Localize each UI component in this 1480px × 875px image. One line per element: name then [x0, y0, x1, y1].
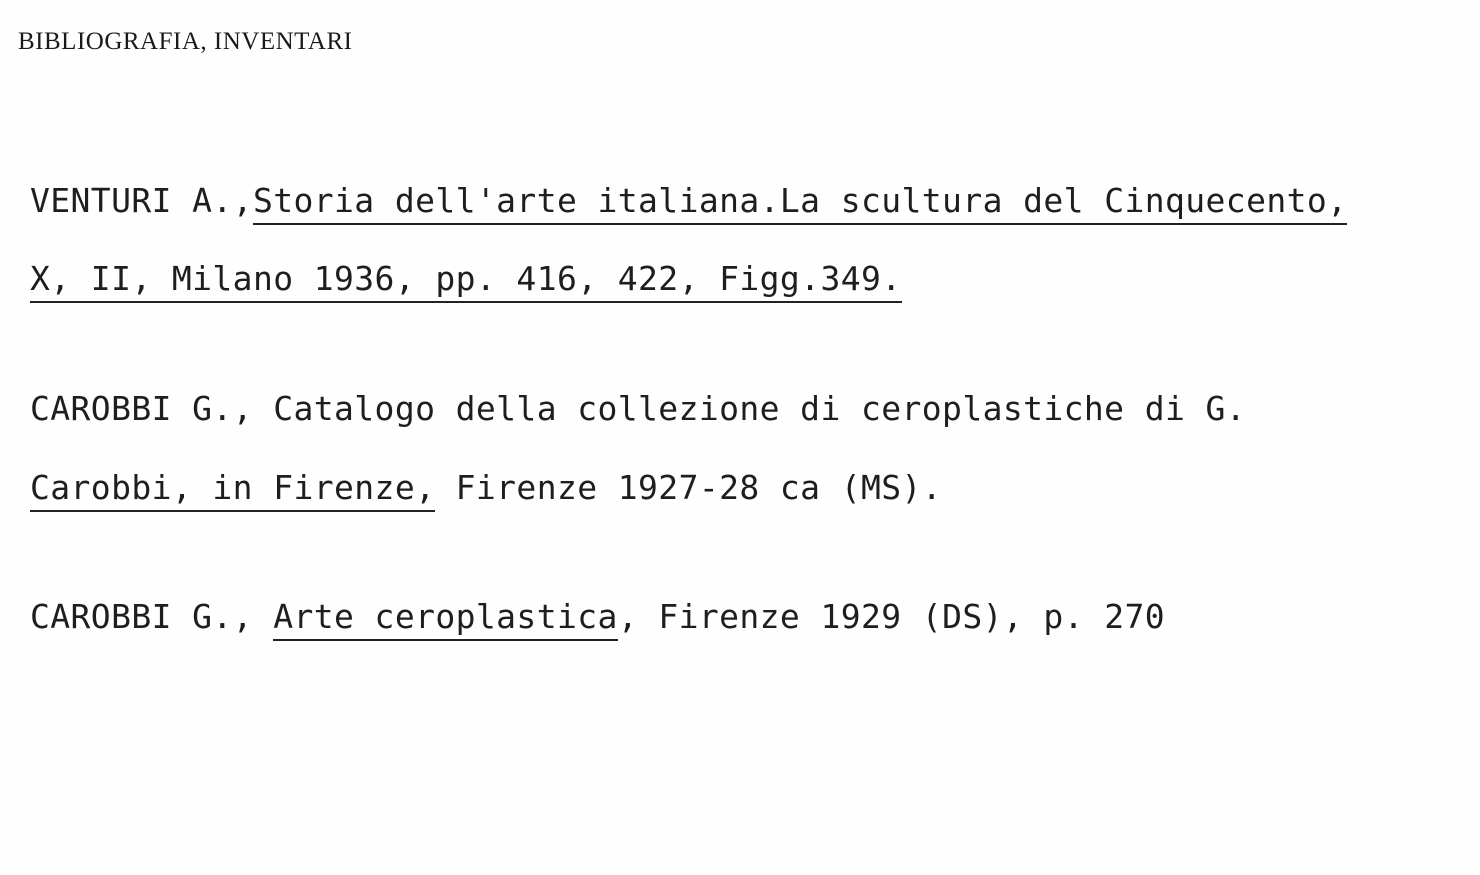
entry-1-title: Storia dell'arte italiana.La scultura del Cinquecento, [253, 181, 1347, 225]
card-heading: BIBLIOGRAFIA, INVENTARI [18, 28, 353, 55]
entry-2-line-1 [30, 389, 1246, 429]
entry-2-title-end: Carobbi, in Firenze, [30, 468, 435, 512]
entry-3-title: Arte ceroplastica [273, 597, 618, 641]
entry-3-line-1 [30, 597, 1165, 637]
entry-1-line-2 [30, 259, 902, 299]
entry-3-author: CAROBBI G., [30, 597, 274, 636]
entry-1-line-1 [30, 181, 1347, 221]
entry-2-author-title: CAROBBI G., Catalogo della collezione di ceroplastiche di G. [30, 389, 1247, 428]
entry-1-title-continued: X, II, Milano 1936, pp. 416, 422, Figg.349. [30, 259, 902, 303]
entry-2-publication: Firenze 1927-28 ca (MS). [435, 468, 943, 507]
entry-2-line-2 [30, 468, 942, 508]
entry-1-author: VENTURI A., [30, 181, 253, 220]
entry-3-publication: , Firenze 1929 (DS), p. 270 [617, 597, 1166, 636]
